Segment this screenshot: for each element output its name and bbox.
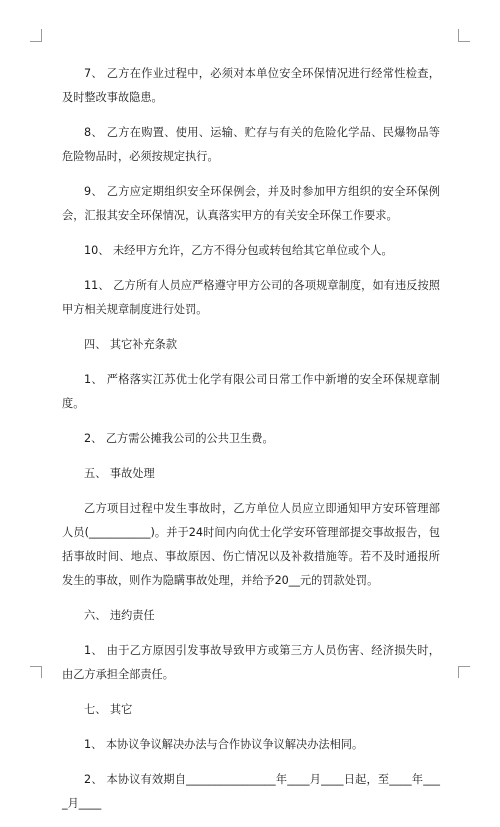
crop-mark-bottom-right-h (458, 666, 470, 667)
section-heading: 五、 事故处理 (84, 467, 155, 480)
crop-mark-top-left-v (41, 29, 42, 41)
clause-paragraph: 乙方项目过程中发生事故时，乙方单位人员应立即通知甲方安环管理部人员(___________)。并于24时间内向优士化学安环管理部提交事故报告，包括事故时间、地点、事故原因、伤亡情况以及补救措施等。若不及时通报所发生的事故，则作为隐瞒事故处理，并给予20__元的罚款处罚。 (62, 502, 440, 587)
section-heading: 四、 其它补充条款 (84, 338, 178, 351)
document-body (62, 62, 440, 827)
clause-paragraph: 2、 本协议有效期自________________年____月____日起，至____年____月____ (62, 773, 440, 810)
crop-mark-bottom-right-v (458, 666, 459, 678)
clause-paragraph: 8、 乙方在购置、使用、运输、贮存与有关的危险化学品、民爆物品等危险物品时，必须按规定执行。 (62, 126, 440, 163)
clause-paragraph: 1、 严格落实江苏优士化学有限公司日常工作中新增的安全环保规章制度。 (62, 373, 440, 410)
section-heading: 七、 其它 (84, 703, 133, 716)
crop-mark-bottom-left-v (41, 666, 42, 678)
clause-paragraph: 9、 乙方应定期组织安全环保例会，并及时参加甲方组织的安全环保例会，汇报其安全环保情况，认真落实甲方的有关安全环保工作要求。 (62, 185, 440, 222)
crop-mark-top-right-v (458, 29, 459, 41)
clause-paragraph: 1、 本协议争议解决办法与合作协议争议解决办法相同。 (84, 738, 364, 751)
clause-paragraph: 2、 乙方需公摊我公司的公共卫生费。 (84, 432, 274, 445)
clause-paragraph: 7、 乙方在作业过程中，必须对本单位安全环保情况进行经常性检查，及时整改事故隐患。 (62, 67, 440, 104)
crop-mark-top-right-h (458, 41, 470, 42)
clause-paragraph: 10、 未经甲方允许，乙方不得分包或转包给其它单位或个人。 (84, 244, 393, 257)
crop-mark-top-left-h (30, 41, 42, 42)
clause-paragraph: 1、 由于乙方原因引发事故导致甲方或第三方人员伤害、经济损失时，由乙方承担全部责任。 (62, 644, 440, 681)
section-heading: 六、 违约责任 (84, 609, 155, 622)
clause-paragraph: 11、 乙方所有人员应严格遵守甲方公司的各项规章制度，如有违反按照甲方相关规章制度进行处罚。 (62, 279, 440, 316)
